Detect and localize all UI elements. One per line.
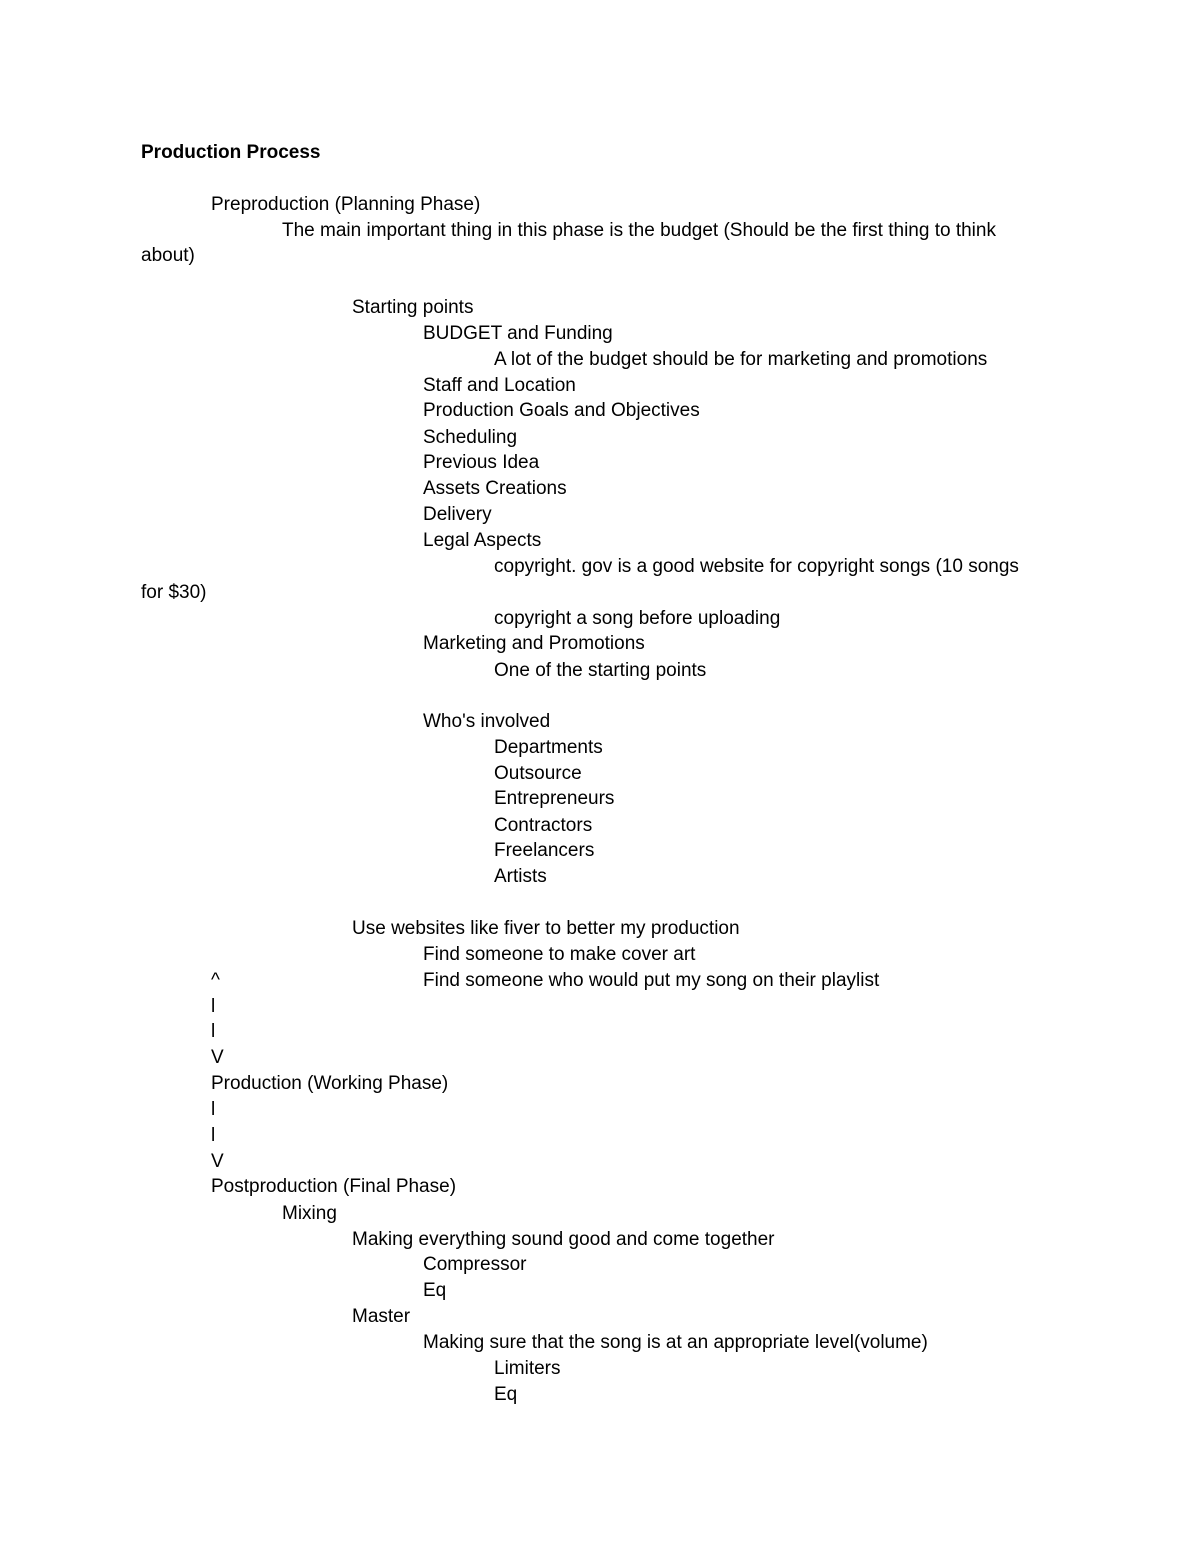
list-subitem: One of the starting points xyxy=(494,660,707,681)
list-item: Making everything sound good and come together xyxy=(352,1229,775,1250)
list-subitem: Departments xyxy=(494,737,603,758)
list-item: Assets Creations xyxy=(423,478,567,499)
list-subitem: A lot of the budget should be for marketing and promotions xyxy=(494,349,988,370)
text-line: for $30) xyxy=(141,582,207,603)
list-subitem: Limiters xyxy=(494,1358,561,1379)
section-heading-websites: Use websites like fiver to better my production xyxy=(352,918,740,939)
list-subitem: Artists xyxy=(494,866,547,887)
list-item: Staff and Location xyxy=(423,375,576,396)
list-subitem: Outsource xyxy=(494,763,582,784)
list-subitem: Freelancers xyxy=(494,840,595,861)
section-heading-mixing: Mixing xyxy=(282,1203,337,1224)
list-item: Making sure that the song is at an appropriate level(volume) xyxy=(423,1332,928,1353)
list-item: Find someone who would put my song on their playlist xyxy=(423,970,880,991)
list-item: Who's involved xyxy=(423,711,551,732)
arrow-glyph: l xyxy=(211,1099,216,1120)
arrow-glyph: V xyxy=(211,1151,224,1172)
phase-heading-postproduction: Postproduction (Final Phase) xyxy=(211,1176,457,1197)
list-item: Legal Aspects xyxy=(423,530,542,551)
section-heading-master: Master xyxy=(352,1306,411,1327)
list-subitem: copyright. gov is a good website for copyright songs (10 songs xyxy=(494,556,1019,577)
arrow-glyph: l xyxy=(211,1125,216,1146)
list-subitem: Eq xyxy=(494,1384,518,1405)
phase-heading-preproduction: Preproduction (Planning Phase) xyxy=(211,194,481,215)
list-item: BUDGET and Funding xyxy=(423,323,613,344)
list-subitem: Eq xyxy=(423,1280,447,1301)
list-subitem: Contractors xyxy=(494,815,593,836)
list-subitem: Compressor xyxy=(423,1254,527,1275)
list-item: Production Goals and Objectives xyxy=(423,400,700,421)
list-item: Previous Idea xyxy=(423,452,540,473)
arrow-glyph: l xyxy=(211,1021,216,1042)
list-subitem: Entrepreneurs xyxy=(494,788,615,809)
text-line: The main important thing in this phase is the budget (Should be the first thing to think xyxy=(282,220,996,241)
arrow-glyph: l xyxy=(211,996,216,1017)
phase-heading-production: Production (Working Phase) xyxy=(211,1073,449,1094)
list-subitem: copyright a song before uploading xyxy=(494,608,781,629)
section-heading-starting-points: Starting points xyxy=(352,297,474,318)
arrow-glyph: ^ xyxy=(211,970,220,991)
document-title: Production Process xyxy=(141,142,321,163)
arrow-glyph: V xyxy=(211,1047,224,1068)
list-item: Marketing and Promotions xyxy=(423,633,645,654)
list-item: Find someone to make cover art xyxy=(423,944,696,965)
list-item: Delivery xyxy=(423,504,492,525)
text-line: about) xyxy=(141,245,195,266)
list-item: Scheduling xyxy=(423,427,518,448)
